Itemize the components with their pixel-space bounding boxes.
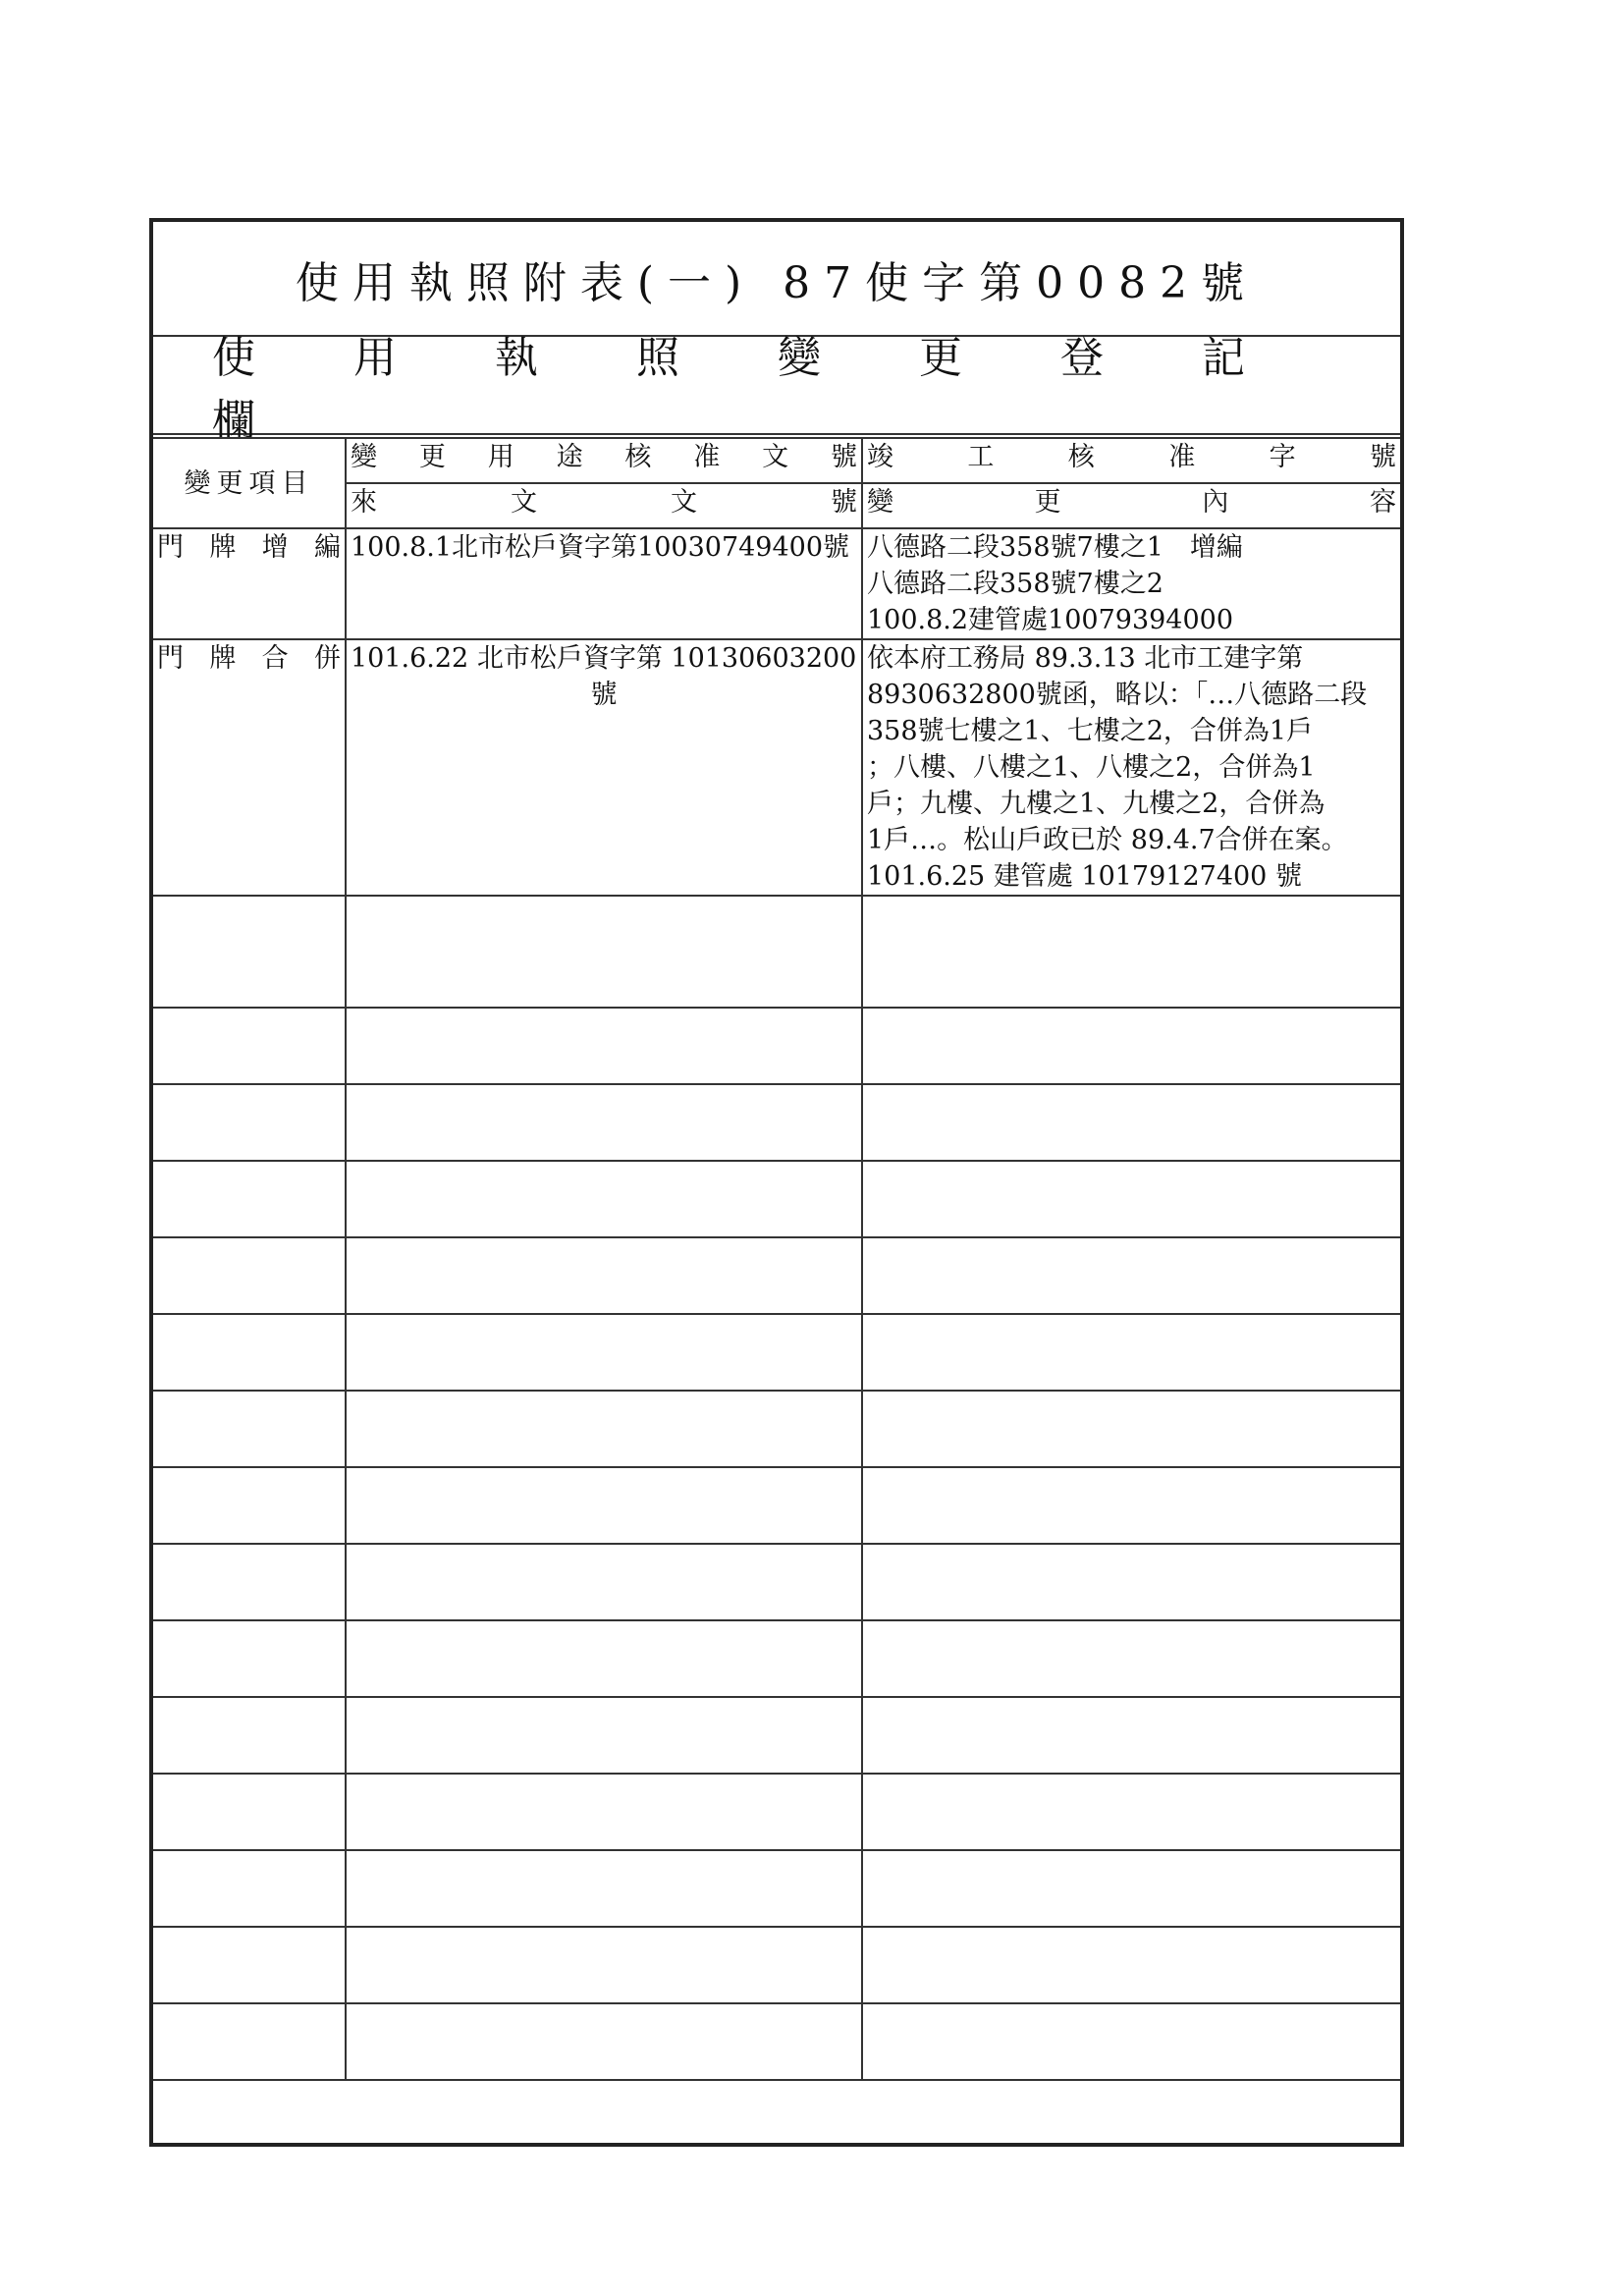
empty-cell (153, 1391, 346, 1467)
table-row (153, 528, 1400, 639)
empty-cell (862, 1161, 1400, 1237)
empty-cell (153, 1774, 346, 1850)
empty-cell (346, 1084, 862, 1161)
empty-table-row (153, 1697, 1400, 1774)
doc-line: 號 (590, 680, 618, 710)
empty-table-row (153, 1084, 1400, 1161)
empty-cell (862, 1237, 1400, 1314)
empty-cell (153, 1467, 346, 1544)
empty-cell (346, 896, 862, 1008)
empty-cell (346, 1161, 862, 1237)
empty-cell (153, 1927, 346, 2003)
empty-cell (862, 1774, 1400, 1850)
license-annex-sheet (149, 218, 1404, 2147)
empty-cell (153, 1850, 346, 1927)
empty-cell (346, 1237, 862, 1314)
empty-cell (862, 1697, 1400, 1774)
content-line: ；八樓、八樓之1、八樓之2，合併為1 (867, 752, 1316, 783)
empty-table-row (153, 1237, 1400, 1314)
empty-table-row (153, 1850, 1400, 1927)
empty-table-row (153, 1161, 1400, 1237)
empty-cell (862, 1927, 1400, 2003)
empty-cell (346, 2003, 862, 2080)
content-line: 八德路二段358號7樓之1 增編 (867, 532, 1243, 563)
header-row-1 (153, 438, 1400, 483)
header-approval-doc-no: 變更用途核准文號 (346, 438, 862, 483)
doc-line: 101.6.22 北市松戶資字第 10130603200 (351, 643, 857, 674)
document-subtitle: 使用執照變更登記欄 (153, 337, 1400, 435)
empty-table-row (153, 1927, 1400, 2003)
empty-cell (346, 1927, 862, 2003)
empty-cell (862, 1467, 1400, 1544)
empty-cell (153, 1161, 346, 1237)
empty-cell (153, 896, 346, 1008)
content-line: 101.6.25 建管處 10179127400 號 (867, 861, 1302, 892)
row-change-item: 門牌合併 (153, 639, 346, 896)
empty-table-row (153, 1620, 1400, 1697)
empty-cell (862, 1314, 1400, 1391)
empty-cell (153, 1620, 346, 1697)
content-line: 八德路二段358號7樓之2 (867, 569, 1163, 599)
content-line: 8930632800號函，略以：「…八德路二段 (867, 680, 1368, 710)
empty-cell (153, 1314, 346, 1391)
doc-line: 100.8.1北市松戶資字第10030749400號 (351, 532, 850, 563)
empty-table-row (153, 1467, 1400, 1544)
empty-cell (346, 1467, 862, 1544)
empty-table-row (153, 1391, 1400, 1467)
empty-cell (153, 1697, 346, 1774)
empty-table-row (153, 2003, 1400, 2080)
content-line: 1戶…。松山戶政已於 89.4.7合併在案。 (867, 825, 1348, 855)
empty-cell (862, 1850, 1400, 1927)
empty-cell (153, 1544, 346, 1620)
document-title: 使用執照附表(一) 87使字第0082號 (153, 222, 1400, 337)
empty-cell (153, 1237, 346, 1314)
header-change-content: 變更內容 (862, 483, 1400, 528)
empty-table-row (153, 1314, 1400, 1391)
content-line: 358號七樓之1、七樓之2，合併為1戶 (867, 716, 1314, 746)
row-change-content (862, 639, 1400, 896)
change-registration-table (153, 437, 1400, 2081)
empty-table-row (153, 896, 1400, 1008)
empty-cell (862, 1008, 1400, 1084)
empty-cell (346, 1774, 862, 1850)
header-completion-no: 竣工核准字號 (862, 438, 1400, 483)
empty-cell (346, 1391, 862, 1467)
empty-cell (862, 1084, 1400, 1161)
empty-cell (862, 1391, 1400, 1467)
empty-cell (862, 1620, 1400, 1697)
empty-cell (346, 1697, 862, 1774)
empty-cell (346, 1008, 862, 1084)
empty-cell (346, 1620, 862, 1697)
empty-table-row (153, 1774, 1400, 1850)
row-change-content (862, 528, 1400, 639)
row-change-item: 門牌增編 (153, 528, 346, 639)
row-doc-no (346, 639, 862, 896)
header-change-item: 變更項目 (153, 438, 346, 528)
content-line: 戶；九樓、九樓之1、九樓之2，合併為 (867, 789, 1325, 819)
empty-table-row (153, 1544, 1400, 1620)
empty-cell (153, 2003, 346, 2080)
row-doc-no (346, 528, 862, 639)
content-line: 100.8.2建管處10079394000 (867, 605, 1234, 635)
content-line: 依本府工務局 89.3.13 北市工建字第 (867, 643, 1304, 674)
empty-cell (862, 2003, 1400, 2080)
empty-table-row (153, 1008, 1400, 1084)
empty-cell (346, 1314, 862, 1391)
empty-cell (346, 1850, 862, 1927)
table-row (153, 639, 1400, 896)
header-incoming-doc-no: 來文文號 (346, 483, 862, 528)
empty-cell (153, 1008, 346, 1084)
empty-cell (862, 896, 1400, 1008)
empty-cell (862, 1544, 1400, 1620)
empty-cell (153, 1084, 346, 1161)
empty-cell (346, 1544, 862, 1620)
